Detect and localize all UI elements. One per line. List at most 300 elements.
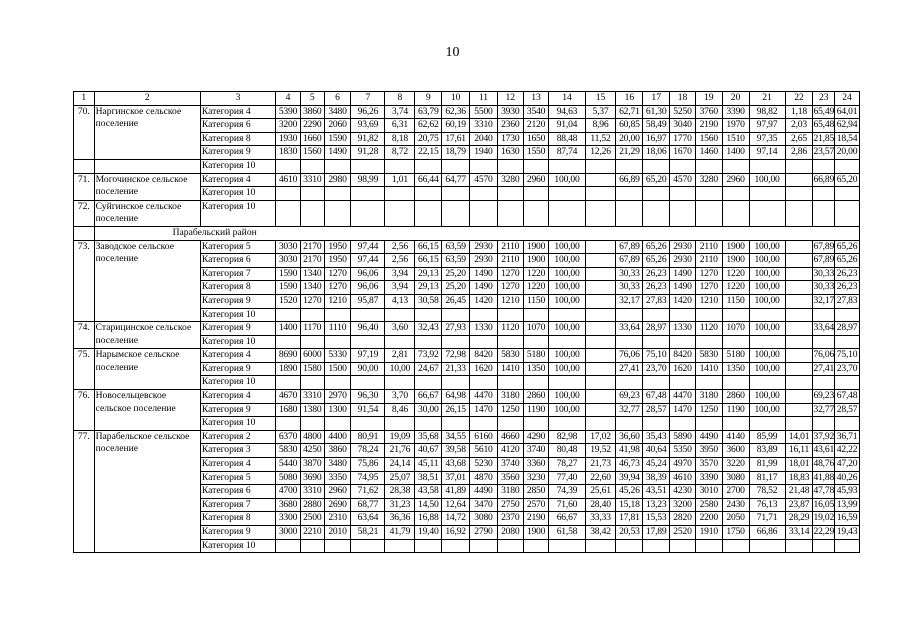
settlement-name: Могочинское сельское поселение	[94, 173, 200, 200]
value-cell: 18,06	[643, 146, 670, 160]
value-cell: 100,00	[549, 254, 585, 268]
value-cell: 3280	[695, 173, 722, 187]
category-cell: Категория 4	[200, 458, 275, 472]
value-cell	[695, 376, 722, 390]
value-cell: 1510	[722, 132, 749, 146]
value-cell: 3310	[470, 119, 498, 133]
value-cell	[585, 362, 616, 376]
value-cell: 33,64	[813, 322, 835, 336]
value-cell	[585, 173, 616, 187]
value-cell: 2500	[300, 512, 324, 526]
value-cell: 100,00	[549, 281, 585, 295]
value-cell: 2930	[470, 240, 498, 254]
value-cell: 16,05	[813, 498, 835, 512]
value-cell: 100,00	[749, 403, 785, 417]
settlement-name: Наргинское сельское поселение	[94, 105, 200, 159]
value-cell	[722, 335, 749, 349]
value-cell: 1350	[523, 362, 549, 376]
value-cell: 100,00	[549, 173, 585, 187]
value-cell	[497, 200, 523, 226]
value-cell: 1250	[497, 403, 523, 417]
value-cell: 97,35	[749, 132, 785, 146]
value-cell: 1490	[670, 281, 696, 295]
value-cell: 100,00	[549, 240, 585, 254]
value-cell: 100,00	[749, 240, 785, 254]
category-cell: Категория 9	[200, 146, 275, 160]
value-cell: 36,36	[385, 512, 415, 526]
value-cell: 3,74	[385, 105, 415, 119]
value-cell	[585, 539, 616, 553]
value-cell: 67,89	[813, 240, 835, 254]
value-cell	[695, 539, 722, 553]
value-cell: 1170	[300, 322, 324, 336]
value-cell: 4,13	[385, 294, 415, 308]
value-cell: 76,06	[813, 349, 835, 363]
value-cell: 38,51	[415, 471, 442, 485]
value-cell: 3680	[276, 498, 301, 512]
value-cell: 1730	[497, 132, 523, 146]
value-cell: 2860	[523, 390, 549, 404]
category-cell: Категория 5	[200, 471, 275, 485]
value-cell: 32,43	[415, 322, 442, 336]
value-cell: 1220	[722, 281, 749, 295]
value-cell	[749, 159, 785, 173]
value-cell: 67,89	[616, 240, 643, 254]
value-cell	[351, 417, 385, 431]
table-row	[74, 159, 860, 173]
value-cell: 39,58	[442, 444, 470, 458]
category-cell: Категория 6	[200, 119, 275, 133]
value-cell: 15,53	[643, 512, 670, 526]
category-cell: Категория 2	[200, 430, 275, 444]
value-cell: 43,51	[643, 485, 670, 499]
value-cell	[585, 417, 616, 431]
value-cell: 5,37	[585, 105, 616, 119]
value-cell: 3600	[722, 444, 749, 458]
value-cell: 1270	[497, 267, 523, 281]
value-cell: 32,77	[813, 403, 835, 417]
value-cell: 3350	[324, 471, 351, 485]
value-cell: 1270	[324, 267, 351, 281]
value-cell: 1380	[300, 403, 324, 417]
value-cell	[785, 200, 813, 226]
value-cell	[670, 200, 696, 226]
value-cell: 3,70	[385, 390, 415, 404]
value-cell: 41,89	[442, 485, 470, 499]
value-cell: 100,00	[549, 349, 585, 363]
value-cell: 22,15	[415, 146, 442, 160]
value-cell: 3000	[276, 526, 301, 540]
value-cell	[415, 376, 442, 390]
value-cell	[415, 187, 442, 201]
value-cell: 63,64	[351, 512, 385, 526]
value-cell: 69,23	[616, 390, 643, 404]
value-cell: 1460	[695, 146, 722, 160]
settlement-name: Парабельское сельское поселение	[94, 430, 200, 552]
value-cell	[276, 308, 301, 322]
value-cell: 100,00	[749, 349, 785, 363]
value-cell	[785, 254, 813, 268]
value-cell: 48,76	[813, 458, 835, 472]
value-cell: 81,99	[749, 458, 785, 472]
value-cell: 67,48	[643, 390, 670, 404]
value-cell: 1930	[276, 132, 301, 146]
value-cell: 26,45	[442, 294, 470, 308]
value-cell	[785, 335, 813, 349]
value-cell	[276, 200, 301, 226]
value-cell: 1220	[523, 267, 549, 281]
value-cell: 5180	[722, 349, 749, 363]
value-cell: 33,64	[616, 322, 643, 336]
value-cell: 78,24	[351, 444, 385, 458]
value-cell: 1270	[497, 281, 523, 295]
value-cell: 40,67	[415, 444, 442, 458]
value-cell: 1300	[324, 403, 351, 417]
value-cell: 3690	[300, 471, 324, 485]
value-cell: 65,48	[813, 119, 835, 133]
value-cell: 1340	[300, 281, 324, 295]
value-cell: 21,76	[385, 444, 415, 458]
value-cell	[785, 240, 813, 254]
value-cell: 98,99	[351, 173, 385, 187]
value-cell: 27,41	[813, 362, 835, 376]
value-cell	[835, 376, 860, 390]
page-number: 10	[445, 45, 460, 60]
value-cell: 3360	[523, 458, 549, 472]
value-cell: 2880	[300, 498, 324, 512]
value-cell: 1420	[470, 294, 498, 308]
header-cell: 21	[749, 92, 785, 106]
value-cell: 3390	[722, 105, 749, 119]
value-cell	[785, 159, 813, 173]
value-cell: 74,39	[549, 485, 585, 499]
value-cell: 1070	[722, 322, 749, 336]
value-cell	[276, 417, 301, 431]
header-cell: 10	[442, 92, 470, 106]
value-cell: 1270	[695, 267, 722, 281]
value-cell	[300, 376, 324, 390]
value-cell: 2860	[722, 390, 749, 404]
value-cell: 1070	[523, 322, 549, 336]
value-cell: 58,49	[643, 119, 670, 133]
value-cell: 21,48	[785, 485, 813, 499]
value-cell: 4870	[470, 471, 498, 485]
value-cell	[523, 187, 549, 201]
value-cell: 73,92	[415, 349, 442, 363]
category-cell: Категория 7	[200, 498, 275, 512]
value-cell: 1110	[324, 322, 351, 336]
category-cell: Категория 10	[200, 200, 275, 226]
category-cell: Категория 7	[200, 267, 275, 281]
value-cell: 2570	[523, 498, 549, 512]
value-cell	[385, 376, 415, 390]
value-cell: 66,67	[549, 512, 585, 526]
value-cell: 60,85	[616, 119, 643, 133]
value-cell: 2960	[722, 173, 749, 187]
value-cell: 28,97	[835, 322, 860, 336]
value-cell: 3860	[300, 105, 324, 119]
value-cell	[722, 308, 749, 322]
value-cell: 1900	[722, 240, 749, 254]
value-cell: 1630	[497, 146, 523, 160]
value-cell: 17,89	[643, 526, 670, 540]
value-cell: 1620	[470, 362, 498, 376]
value-cell: 13,23	[643, 498, 670, 512]
value-cell: 2980	[324, 173, 351, 187]
value-cell: 1900	[523, 526, 549, 540]
category-cell: Категория 4	[200, 390, 275, 404]
value-cell: 1490	[324, 146, 351, 160]
value-cell	[442, 417, 470, 431]
value-cell: 1250	[695, 403, 722, 417]
value-cell: 65,26	[835, 254, 860, 268]
value-cell: 2210	[300, 526, 324, 540]
value-cell: 14,50	[415, 498, 442, 512]
value-cell	[497, 308, 523, 322]
value-cell: 27,83	[643, 294, 670, 308]
value-cell	[643, 308, 670, 322]
value-cell: 2,81	[385, 349, 415, 363]
value-cell	[785, 390, 813, 404]
value-cell: 2930	[670, 240, 696, 254]
value-cell	[497, 417, 523, 431]
value-cell: 19,43	[835, 526, 860, 540]
value-cell: 2060	[324, 119, 351, 133]
value-cell: 8420	[670, 349, 696, 363]
value-cell: 63,59	[442, 254, 470, 268]
value-cell	[643, 417, 670, 431]
value-cell	[835, 159, 860, 173]
value-cell	[585, 390, 616, 404]
value-cell: 16,97	[643, 132, 670, 146]
value-cell: 97,19	[351, 349, 385, 363]
value-cell	[385, 539, 415, 553]
value-cell: 1410	[497, 362, 523, 376]
value-cell: 5830	[497, 349, 523, 363]
settlement-name	[94, 159, 200, 173]
value-cell: 3310	[300, 485, 324, 499]
table-row	[74, 390, 860, 404]
value-cell: 23,87	[785, 498, 813, 512]
value-cell: 1950	[324, 254, 351, 268]
category-cell: Категория 10	[200, 308, 275, 322]
value-cell	[722, 539, 749, 553]
value-cell: 20,00	[616, 132, 643, 146]
value-cell: 2930	[670, 254, 696, 268]
value-cell: 27,93	[442, 322, 470, 336]
value-cell: 1190	[523, 403, 549, 417]
value-cell: 4660	[497, 430, 523, 444]
header-cell: 12	[497, 92, 523, 106]
value-cell: 3180	[695, 390, 722, 404]
value-cell: 2960	[324, 485, 351, 499]
value-cell: 97,97	[749, 119, 785, 133]
value-cell: 69,23	[813, 390, 835, 404]
value-cell: 3,94	[385, 281, 415, 295]
value-cell: 75,10	[835, 349, 860, 363]
value-cell: 28,38	[385, 485, 415, 499]
value-cell: 91,54	[351, 403, 385, 417]
row-number	[74, 159, 95, 173]
value-cell: 66,15	[415, 240, 442, 254]
value-cell: 8,18	[385, 132, 415, 146]
value-cell: 4120	[497, 444, 523, 458]
value-cell: 28,57	[643, 403, 670, 417]
value-cell: 36,60	[616, 430, 643, 444]
value-cell: 100,00	[549, 403, 585, 417]
value-cell: 88,48	[549, 132, 585, 146]
value-cell: 3,94	[385, 267, 415, 281]
value-cell	[695, 200, 722, 226]
value-cell: 2050	[722, 512, 749, 526]
value-cell: 66,44	[415, 173, 442, 187]
value-cell	[616, 308, 643, 322]
row-number: 71.	[74, 173, 95, 200]
category-cell: Категория 9	[200, 526, 275, 540]
value-cell	[470, 335, 498, 349]
value-cell: 5610	[470, 444, 498, 458]
value-cell: 3870	[300, 458, 324, 472]
value-cell: 65,20	[643, 173, 670, 187]
value-cell: 29,13	[415, 267, 442, 281]
value-cell: 1330	[470, 322, 498, 336]
category-cell: Категория 8	[200, 512, 275, 526]
value-cell: 2110	[497, 240, 523, 254]
value-cell	[276, 159, 301, 173]
value-cell	[670, 308, 696, 322]
value-cell: 4490	[470, 485, 498, 499]
value-cell	[300, 159, 324, 173]
value-cell: 2110	[695, 254, 722, 268]
value-cell: 1150	[523, 294, 549, 308]
value-cell: 97,44	[351, 240, 385, 254]
value-cell	[695, 335, 722, 349]
value-cell	[616, 335, 643, 349]
value-cell: 78,52	[749, 485, 785, 499]
header-cell: 17	[643, 92, 670, 106]
value-cell	[324, 187, 351, 201]
value-cell: 2430	[722, 498, 749, 512]
value-cell	[276, 335, 301, 349]
value-cell: 5890	[670, 430, 696, 444]
value-cell: 37,01	[442, 471, 470, 485]
value-cell: 3540	[523, 105, 549, 119]
value-cell: 3740	[497, 458, 523, 472]
value-cell: 1900	[523, 240, 549, 254]
value-cell: 76,13	[749, 498, 785, 512]
value-cell: 13,99	[835, 498, 860, 512]
value-cell: 18,01	[785, 458, 813, 472]
category-cell: Категория 4	[200, 105, 275, 119]
value-cell: 25,20	[442, 281, 470, 295]
value-cell	[300, 187, 324, 201]
value-cell: 96,26	[351, 105, 385, 119]
value-cell: 2120	[523, 119, 549, 133]
row-number: 72.	[74, 200, 95, 226]
value-cell: 21,85	[813, 132, 835, 146]
value-cell: 3560	[497, 471, 523, 485]
value-cell: 25,07	[385, 471, 415, 485]
value-cell: 30,33	[616, 281, 643, 295]
value-cell	[835, 539, 860, 553]
value-cell: 14,01	[785, 430, 813, 444]
category-cell: Категория 8	[200, 132, 275, 146]
value-cell	[300, 539, 324, 553]
value-cell: 26,23	[643, 281, 670, 295]
value-cell: 5080	[276, 471, 301, 485]
value-cell: 25,20	[442, 267, 470, 281]
row-number: 76.	[74, 390, 95, 431]
value-cell: 3180	[497, 485, 523, 499]
value-cell: 97,44	[351, 254, 385, 268]
value-cell: 15,18	[616, 498, 643, 512]
value-cell: 1330	[670, 322, 696, 336]
value-cell	[785, 267, 813, 281]
value-cell: 3180	[497, 390, 523, 404]
header-cell: 24	[835, 92, 860, 106]
category-cell: Категория 10	[200, 159, 275, 173]
value-cell: 2790	[470, 526, 498, 540]
value-cell: 96,30	[351, 390, 385, 404]
value-cell: 87,74	[549, 146, 585, 160]
value-cell: 100,00	[549, 390, 585, 404]
value-cell	[722, 376, 749, 390]
value-cell	[643, 539, 670, 553]
value-cell	[324, 417, 351, 431]
value-cell: 4470	[670, 390, 696, 404]
value-cell: 1890	[276, 362, 301, 376]
value-cell: 2110	[497, 254, 523, 268]
value-cell: 2,56	[385, 254, 415, 268]
value-cell: 4490	[695, 430, 722, 444]
value-cell: 37,92	[813, 430, 835, 444]
value-cell: 4470	[470, 390, 498, 404]
value-cell: 19,40	[415, 526, 442, 540]
value-cell: 33,33	[585, 512, 616, 526]
value-cell	[549, 308, 585, 322]
header-cell: 20	[722, 92, 749, 106]
value-cell: 45,11	[415, 458, 442, 472]
value-cell: 41,79	[385, 526, 415, 540]
category-cell: Категория 9	[200, 294, 275, 308]
value-cell: 1940	[470, 146, 498, 160]
value-cell: 2170	[300, 240, 324, 254]
value-cell	[585, 294, 616, 308]
value-cell	[749, 539, 785, 553]
value-cell	[643, 187, 670, 201]
value-cell: 1210	[497, 294, 523, 308]
value-cell: 71,71	[749, 512, 785, 526]
row-number: 73.	[74, 240, 95, 322]
value-cell	[351, 539, 385, 553]
value-cell: 6160	[470, 430, 498, 444]
category-cell: Категория 8	[200, 281, 275, 295]
value-cell: 1190	[722, 403, 749, 417]
value-cell: 24,14	[385, 458, 415, 472]
value-cell: 8420	[470, 349, 498, 363]
value-cell	[523, 159, 549, 173]
value-cell	[670, 417, 696, 431]
value-cell: 3220	[722, 458, 749, 472]
value-cell: 2960	[523, 173, 549, 187]
value-cell: 23,57	[813, 146, 835, 160]
value-cell: 65,20	[835, 173, 860, 187]
value-cell	[813, 308, 835, 322]
value-cell	[385, 200, 415, 226]
table-row	[74, 240, 860, 254]
table-row	[74, 322, 860, 336]
value-cell	[585, 349, 616, 363]
